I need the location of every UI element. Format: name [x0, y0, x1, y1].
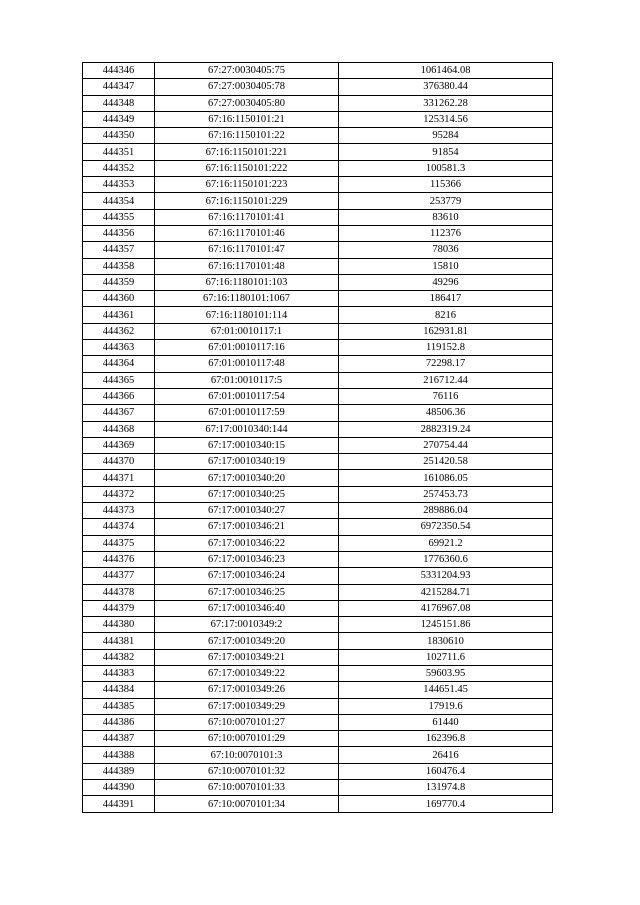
- value-cell: 4176967.08: [339, 600, 553, 616]
- table-row: [83, 747, 553, 763]
- row-number-cell: 444353: [83, 177, 155, 193]
- row-number-cell: 444378: [83, 584, 155, 600]
- cadastral-number-cell: 67:10:0070101:32: [155, 763, 339, 779]
- value-cell: 115366: [339, 177, 553, 193]
- row-number-cell: 444368: [83, 421, 155, 437]
- value-cell: 251420.58: [339, 454, 553, 470]
- cadastral-number-cell: 67:17:0010340:20: [155, 470, 339, 486]
- value-cell: 69921.2: [339, 535, 553, 551]
- row-number-cell: 444346: [83, 63, 155, 79]
- table-row: [83, 291, 553, 307]
- table-row: [83, 388, 553, 404]
- row-number-cell: 444374: [83, 519, 155, 535]
- row-number-cell: 444383: [83, 665, 155, 681]
- cadastral-number-cell: 67:01:0010117:48: [155, 356, 339, 372]
- value-cell: 331262.28: [339, 95, 553, 111]
- cadastral-number-cell: 67:01:0010117:59: [155, 405, 339, 421]
- cadastral-number-cell: 67:16:1150101:221: [155, 144, 339, 160]
- cadastral-number-cell: 67:16:1180101:114: [155, 307, 339, 323]
- value-cell: 162931.81: [339, 323, 553, 339]
- value-cell: 4215284.71: [339, 584, 553, 600]
- table-row: [83, 535, 553, 551]
- cadastral-number-cell: 67:16:1150101:222: [155, 160, 339, 176]
- value-cell: 257453.73: [339, 486, 553, 502]
- cadastral-number-cell: 67:16:1150101:223: [155, 177, 339, 193]
- cadastral-number-cell: 67:17:0010349:21: [155, 649, 339, 665]
- value-cell: 1830610: [339, 633, 553, 649]
- row-number-cell: 444390: [83, 780, 155, 796]
- table-row: [83, 796, 553, 812]
- row-number-cell: 444371: [83, 470, 155, 486]
- cadastral-number-cell: 67:16:1170101:41: [155, 209, 339, 225]
- table-row: [83, 421, 553, 437]
- value-cell: 17919.6: [339, 698, 553, 714]
- value-cell: 186417: [339, 291, 553, 307]
- row-number-cell: 444375: [83, 535, 155, 551]
- table-row: [83, 307, 553, 323]
- value-cell: 1776360.6: [339, 551, 553, 567]
- row-number-cell: 444373: [83, 503, 155, 519]
- cadastral-number-cell: 67:16:1150101:22: [155, 128, 339, 144]
- cadastral-number-cell: 67:17:0010349:29: [155, 698, 339, 714]
- value-cell: 162396.8: [339, 731, 553, 747]
- table-row: [83, 372, 553, 388]
- value-cell: 1061464.08: [339, 63, 553, 79]
- row-number-cell: 444387: [83, 731, 155, 747]
- cadastral-number-cell: 67:01:0010117:1: [155, 323, 339, 339]
- cadastral-number-cell: 67:17:0010346:23: [155, 551, 339, 567]
- table-row: [83, 551, 553, 567]
- cadastral-number-cell: 67:17:0010349:22: [155, 665, 339, 681]
- cadastral-number-cell: 67:17:0010340:15: [155, 437, 339, 453]
- table-row: [83, 274, 553, 290]
- cadastral-number-cell: 67:16:1170101:48: [155, 258, 339, 274]
- value-cell: 5331204.93: [339, 568, 553, 584]
- value-cell: 83610: [339, 209, 553, 225]
- cadastral-number-cell: 67:01:0010117:5: [155, 372, 339, 388]
- row-number-cell: 444389: [83, 763, 155, 779]
- table-row: [83, 209, 553, 225]
- row-number-cell: 444367: [83, 405, 155, 421]
- row-number-cell: 444391: [83, 796, 155, 812]
- table-row: [83, 340, 553, 356]
- table-row: [83, 225, 553, 241]
- cadastral-number-cell: 67:27:0030405:80: [155, 95, 339, 111]
- value-cell: 8216: [339, 307, 553, 323]
- value-cell: 95284: [339, 128, 553, 144]
- table-row: [83, 356, 553, 372]
- row-number-cell: 444370: [83, 454, 155, 470]
- cadastral-number-cell: 67:01:0010117:54: [155, 388, 339, 404]
- row-number-cell: 444382: [83, 649, 155, 665]
- value-cell: 61440: [339, 714, 553, 730]
- cadastral-number-cell: 67:17:0010340:144: [155, 421, 339, 437]
- cadastral-number-cell: 67:17:0010346:22: [155, 535, 339, 551]
- value-cell: 112376: [339, 225, 553, 241]
- row-number-cell: 444363: [83, 340, 155, 356]
- cadastral-number-cell: 67:17:0010349:2: [155, 617, 339, 633]
- row-number-cell: 444381: [83, 633, 155, 649]
- cadastral-number-cell: 67:17:0010349:26: [155, 682, 339, 698]
- cadastral-number-cell: 67:10:0070101:33: [155, 780, 339, 796]
- value-cell: 48506.36: [339, 405, 553, 421]
- table-row: [83, 649, 553, 665]
- row-number-cell: 444388: [83, 747, 155, 763]
- value-cell: 216712.44: [339, 372, 553, 388]
- row-number-cell: 444355: [83, 209, 155, 225]
- value-cell: 160476.4: [339, 763, 553, 779]
- table-row: [83, 584, 553, 600]
- value-cell: 91854: [339, 144, 553, 160]
- table-row: [83, 405, 553, 421]
- table-row: [83, 63, 553, 79]
- table-row: [83, 714, 553, 730]
- table-row: [83, 160, 553, 176]
- cadastral-number-cell: 67:16:1150101:229: [155, 193, 339, 209]
- row-number-cell: 444364: [83, 356, 155, 372]
- value-cell: 169770.4: [339, 796, 553, 812]
- row-number-cell: 444365: [83, 372, 155, 388]
- table-row: [83, 437, 553, 453]
- cadastral-number-cell: 67:27:0030405:75: [155, 63, 339, 79]
- value-cell: 72298.17: [339, 356, 553, 372]
- cadastral-number-cell: 67:27:0030405:78: [155, 79, 339, 95]
- value-cell: 253779: [339, 193, 553, 209]
- row-number-cell: 444354: [83, 193, 155, 209]
- table-row: [83, 95, 553, 111]
- value-cell: 125314.56: [339, 111, 553, 127]
- cadastral-number-cell: 67:10:0070101:3: [155, 747, 339, 763]
- value-cell: 376380.44: [339, 79, 553, 95]
- table-row: [83, 144, 553, 160]
- value-cell: 144651.45: [339, 682, 553, 698]
- cadastral-number-cell: 67:16:1170101:47: [155, 242, 339, 258]
- row-number-cell: 444349: [83, 111, 155, 127]
- cadastral-number-cell: 67:17:0010346:25: [155, 584, 339, 600]
- cadastral-number-cell: 67:17:0010340:25: [155, 486, 339, 502]
- cadastral-number-cell: 67:01:0010117:16: [155, 340, 339, 356]
- row-number-cell: 444369: [83, 437, 155, 453]
- cadastral-number-cell: 67:16:1150101:21: [155, 111, 339, 127]
- table-row: [83, 454, 553, 470]
- row-number-cell: 444356: [83, 225, 155, 241]
- table-row: [83, 698, 553, 714]
- cadastral-number-cell: 67:10:0070101:27: [155, 714, 339, 730]
- cadastral-number-cell: 67:17:0010346:24: [155, 568, 339, 584]
- row-number-cell: 444380: [83, 617, 155, 633]
- value-cell: 270754.44: [339, 437, 553, 453]
- row-number-cell: 444351: [83, 144, 155, 160]
- table-row: [83, 193, 553, 209]
- value-cell: 15810: [339, 258, 553, 274]
- table-row: [83, 682, 553, 698]
- cadastral-number-cell: 67:17:0010346:40: [155, 600, 339, 616]
- value-cell: 161086.05: [339, 470, 553, 486]
- row-number-cell: 444350: [83, 128, 155, 144]
- table-row: [83, 633, 553, 649]
- cadastral-number-cell: 67:10:0070101:29: [155, 731, 339, 747]
- value-cell: 76116: [339, 388, 553, 404]
- table-row: [83, 600, 553, 616]
- value-cell: 2882319.24: [339, 421, 553, 437]
- table-row: [83, 486, 553, 502]
- table-row: [83, 568, 553, 584]
- table-row: [83, 323, 553, 339]
- table-row: [83, 242, 553, 258]
- value-cell: 102711.6: [339, 649, 553, 665]
- row-number-cell: 444385: [83, 698, 155, 714]
- table-row: [83, 665, 553, 681]
- table-row: [83, 780, 553, 796]
- row-number-cell: 444366: [83, 388, 155, 404]
- cadastral-number-cell: 67:17:0010349:20: [155, 633, 339, 649]
- value-cell: 49296: [339, 274, 553, 290]
- table-row: [83, 617, 553, 633]
- value-cell: 59603.95: [339, 665, 553, 681]
- table-row: [83, 519, 553, 535]
- row-number-cell: 444358: [83, 258, 155, 274]
- value-cell: 26416: [339, 747, 553, 763]
- row-number-cell: 444379: [83, 600, 155, 616]
- row-number-cell: 444359: [83, 274, 155, 290]
- table-row: [83, 470, 553, 486]
- row-number-cell: 444360: [83, 291, 155, 307]
- row-number-cell: 444377: [83, 568, 155, 584]
- value-cell: 100581.3: [339, 160, 553, 176]
- cadastral-number-cell: 67:17:0010340:27: [155, 503, 339, 519]
- value-cell: 78036: [339, 242, 553, 258]
- row-number-cell: 444347: [83, 79, 155, 95]
- value-cell: 6972350.54: [339, 519, 553, 535]
- cadastral-number-cell: 67:10:0070101:34: [155, 796, 339, 812]
- table-body: [83, 63, 553, 813]
- value-cell: 119152.8: [339, 340, 553, 356]
- table-row: [83, 763, 553, 779]
- table-row: [83, 79, 553, 95]
- row-number-cell: 444348: [83, 95, 155, 111]
- row-number-cell: 444386: [83, 714, 155, 730]
- table-row: [83, 503, 553, 519]
- cadastral-number-cell: 67:17:0010340:19: [155, 454, 339, 470]
- row-number-cell: 444384: [83, 682, 155, 698]
- table-row: [83, 111, 553, 127]
- cadastral-number-cell: 67:16:1170101:46: [155, 225, 339, 241]
- row-number-cell: 444361: [83, 307, 155, 323]
- value-cell: 1245151.86: [339, 617, 553, 633]
- row-number-cell: 444352: [83, 160, 155, 176]
- row-number-cell: 444362: [83, 323, 155, 339]
- table-row: [83, 731, 553, 747]
- row-number-cell: 444357: [83, 242, 155, 258]
- table-row: [83, 258, 553, 274]
- cadastral-number-cell: 67:16:1180101:103: [155, 274, 339, 290]
- value-cell: 289886.04: [339, 503, 553, 519]
- row-number-cell: 444376: [83, 551, 155, 567]
- table-row: [83, 128, 553, 144]
- value-cell: 131974.8: [339, 780, 553, 796]
- table-row: [83, 177, 553, 193]
- row-number-cell: 444372: [83, 486, 155, 502]
- cadastral-value-table: [82, 62, 553, 813]
- cadastral-number-cell: 67:17:0010346:21: [155, 519, 339, 535]
- cadastral-number-cell: 67:16:1180101:1067: [155, 291, 339, 307]
